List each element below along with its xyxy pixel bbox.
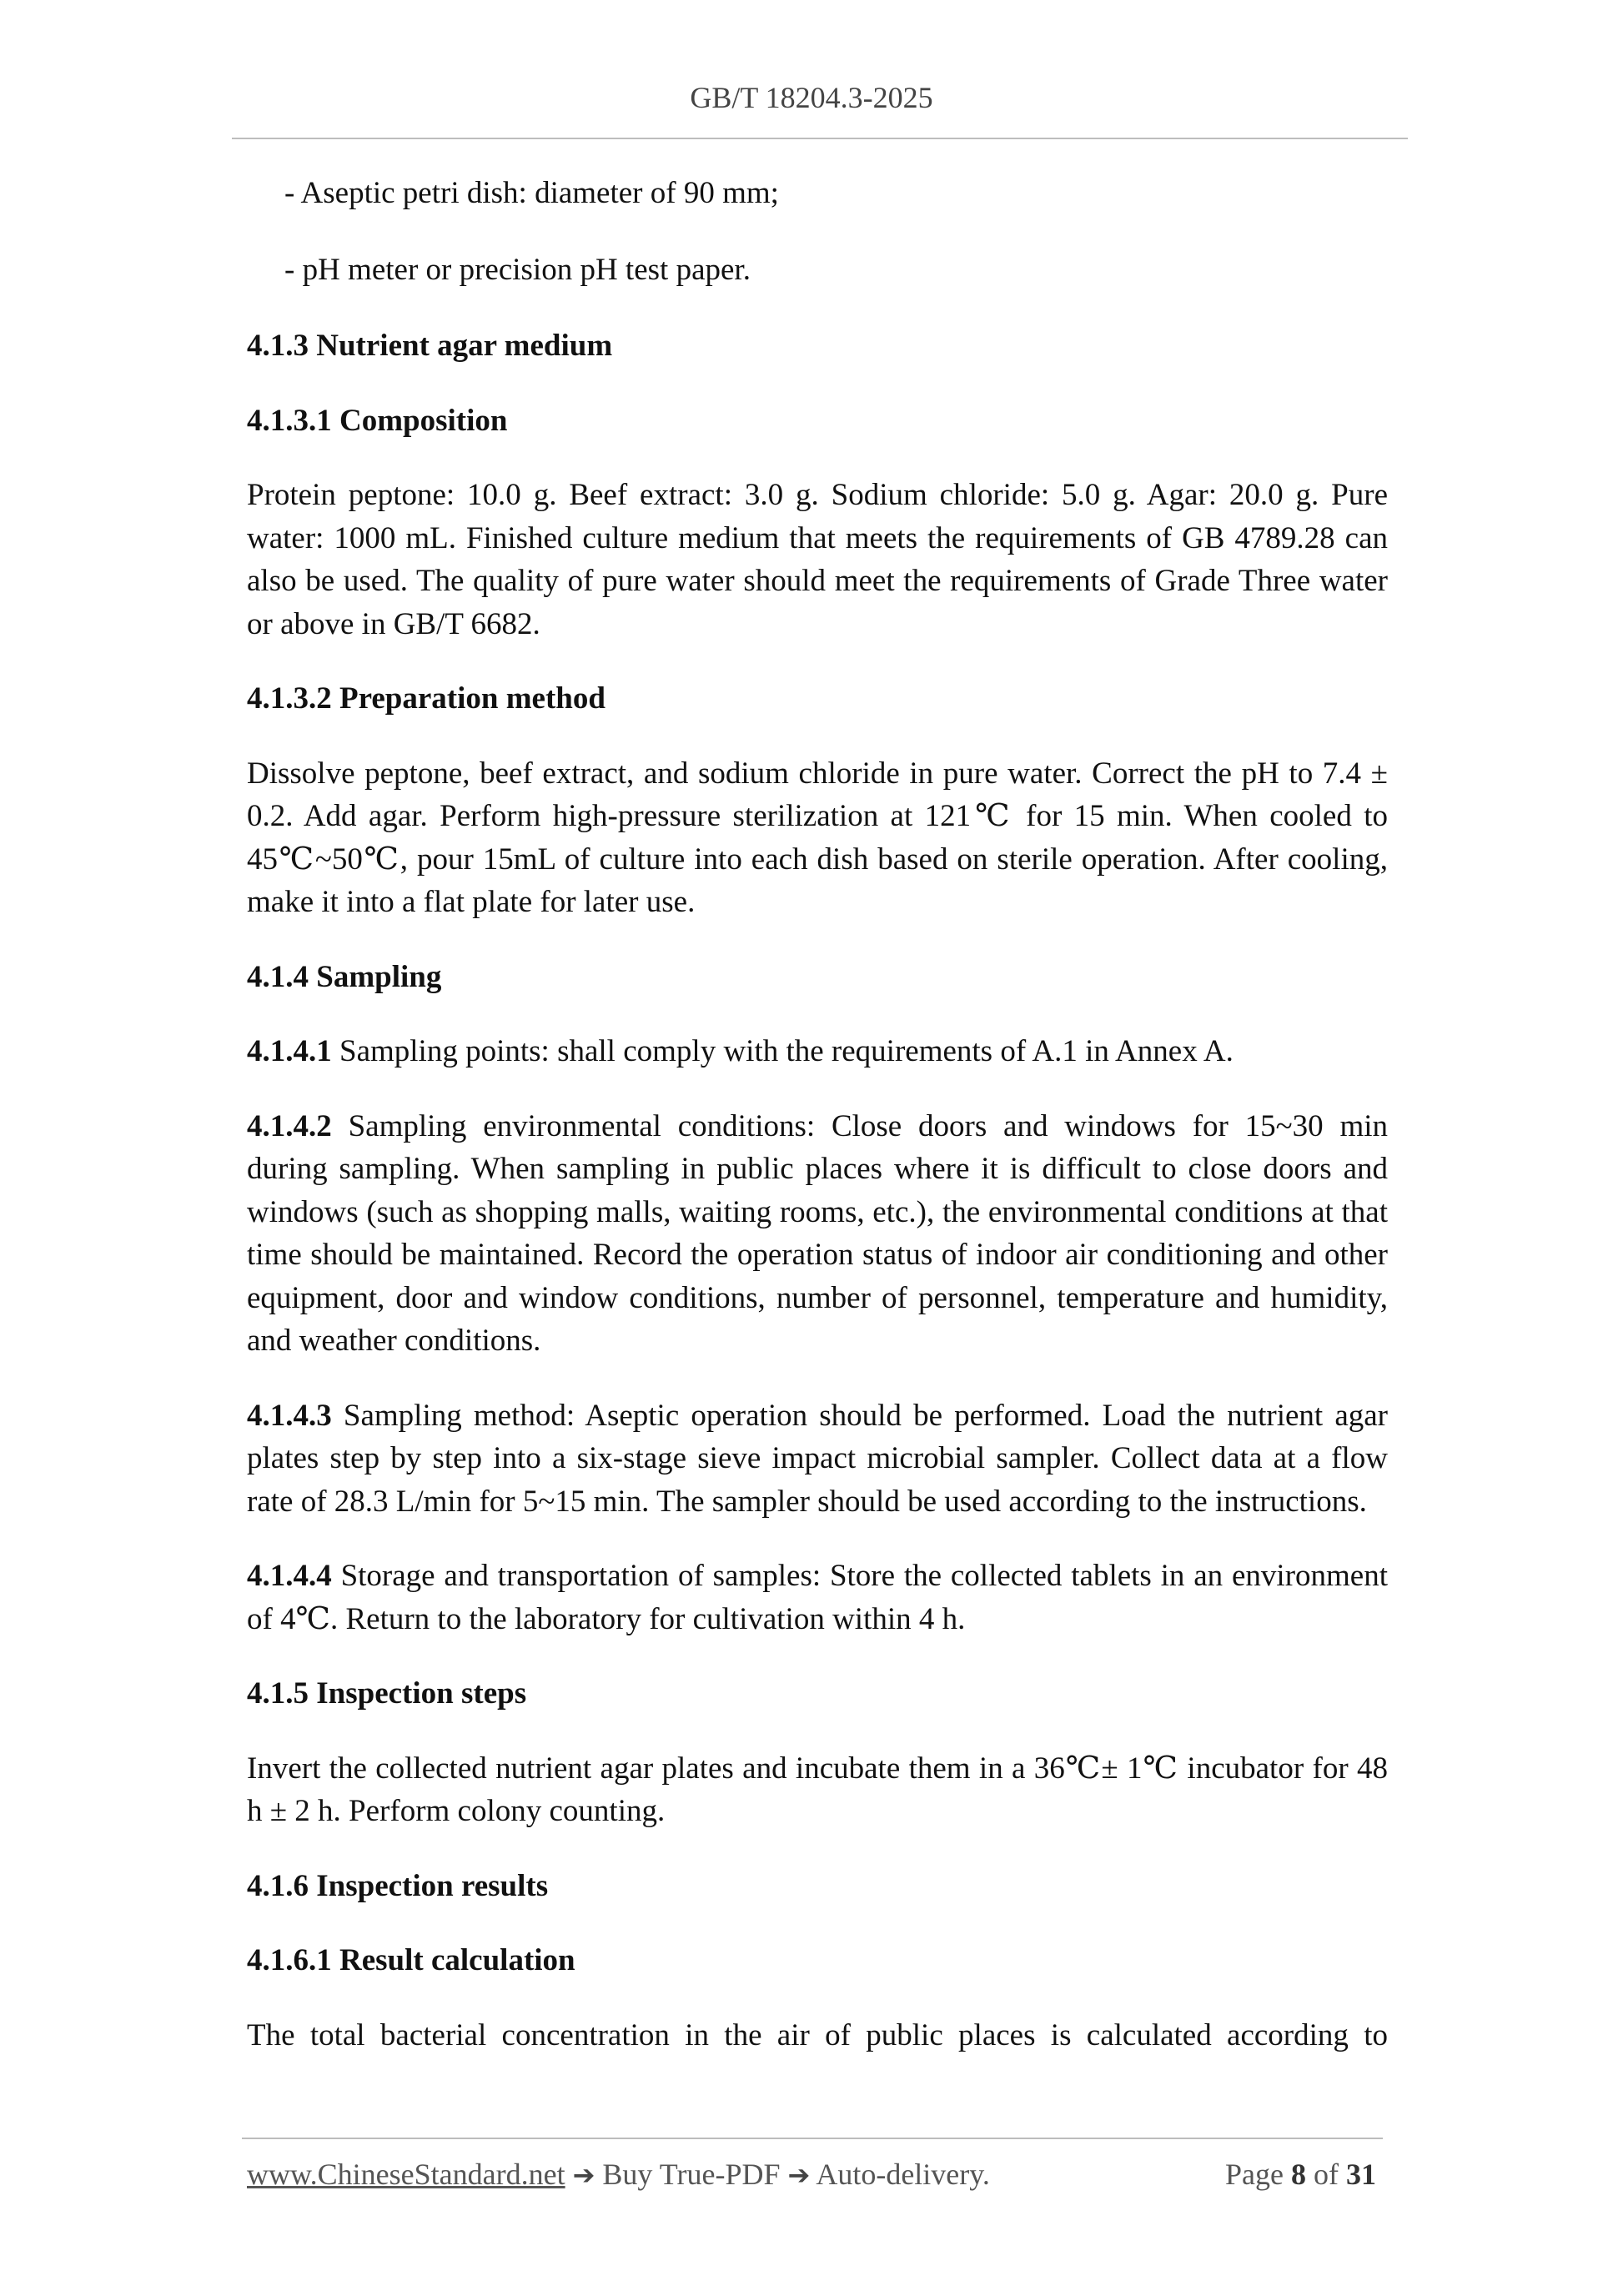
page-label: Page <box>1225 2158 1284 2191</box>
clause-text: Storage and transportation of samples: Store the collected tablets in an environment of 4℃. Return to the laboratory for cultivation within 4 h. <box>247 1559 1388 1636</box>
section-heading: 4.1.3 Nutrient agar medium <box>247 329 613 363</box>
list-item: - Aseptic petri dish: diameter of 90 mm; <box>284 176 779 210</box>
delivery-text: Auto-delivery. <box>816 2158 990 2191</box>
section-heading: 4.1.5 Inspection steps <box>247 1676 527 1711</box>
paragraph: The total bacterial concentration in the air of public places is calculated according to <box>247 2017 1388 2052</box>
section-heading: 4.1.6 Inspection results <box>247 1868 549 1903</box>
footer-promo <box>247 2157 990 2192</box>
paragraph: Protein peptone: 10.0 g. Beef extract: 3.0 g. Sodium chloride: 5.0 g. Agar: 20.0 g. Pure water: 1000 mL. Finished culture medium that meets the requirements of GB 4789.28 can also be used. The quality of pure water should meet the requirements of Grade Three water or above in GB/T 6682. <box>247 478 1388 641</box>
header-divider <box>232 138 1408 139</box>
clause-4-1-4-3 <box>247 1394 1388 1524</box>
section-heading: 4.1.4 Sampling <box>247 959 442 994</box>
page-indicator <box>1225 2157 1376 2192</box>
buy-text: Buy True-PDF <box>602 2158 781 2191</box>
clause-label: 4.1.4.1 <box>247 1034 332 1068</box>
list-item: - pH meter or precision pH test paper. <box>284 252 751 287</box>
section-heading: 4.1.3.2 Preparation method <box>247 681 605 716</box>
page-content <box>247 172 1388 2088</box>
right-arrow-icon: ➔ <box>787 2159 811 2191</box>
paragraph: Dissolve peptone, beef extract, and sodium chloride in pure water. Correct the pH to 7.4 ± 0.2. Add agar. Perform high-pressure sterilization at 121℃ for 15 min. When cooled to 45℃~50℃, pour 15mL of culture into each dish based on sterile operation. After cooling, make it into a flat plate for later use. <box>247 756 1388 919</box>
footer-divider <box>242 2138 1383 2139</box>
paragraph: Invert the collected nutrient agar plates and incubate them in a 36℃± 1℃ incubator for 48 h ± 2 h. Perform colony counting. <box>247 1751 1388 1828</box>
clause-label: 4.1.4.2 <box>247 1108 332 1143</box>
document-code: GB/T 18204.3-2025 <box>690 81 933 114</box>
clause-4-1-4-4 <box>247 1555 1388 1640</box>
clause-text: Sampling environmental conditions: Close doors and windows for 15~30 min during sampling. When sampling in public places where it is difficult to close doors and windows (such as shopping malls, waiting rooms, etc.), the environmental conditions at that time should be maintained. Record the operation status of indoor air conditioning and other equipment, door and window conditions, number of personnel, temperature and humidity, and weather conditions. <box>247 1108 1389 1358</box>
clause-4-1-4-1 <box>247 1030 1388 1073</box>
clause-label: 4.1.4.3 <box>247 1398 332 1433</box>
clause-4-1-4-2 <box>247 1105 1388 1363</box>
website-link[interactable]: www.ChineseStandard.net <box>247 2158 565 2191</box>
of-label: of <box>1314 2158 1339 2191</box>
clause-label: 4.1.4.4 <box>247 1559 332 1593</box>
right-arrow-icon: ➔ <box>572 2159 595 2191</box>
section-heading: 4.1.3.1 Composition <box>247 403 508 438</box>
clause-text: Sampling points: shall comply with the requirements of A.1 in Annex A. <box>339 1034 1234 1068</box>
clause-text: Sampling method: Aseptic operation should be performed. Load the nutrient agar plates step by step into a six-stage sieve impact microbial sampler. Collect data at a flow rate of 28.3 L/min for 5~15 min. The sampler should be used according to the instructions. <box>247 1398 1388 1519</box>
total-pages: 31 <box>1346 2158 1376 2191</box>
page-number: 8 <box>1291 2158 1306 2191</box>
section-heading: 4.1.6.1 Result calculation <box>247 1943 575 1977</box>
